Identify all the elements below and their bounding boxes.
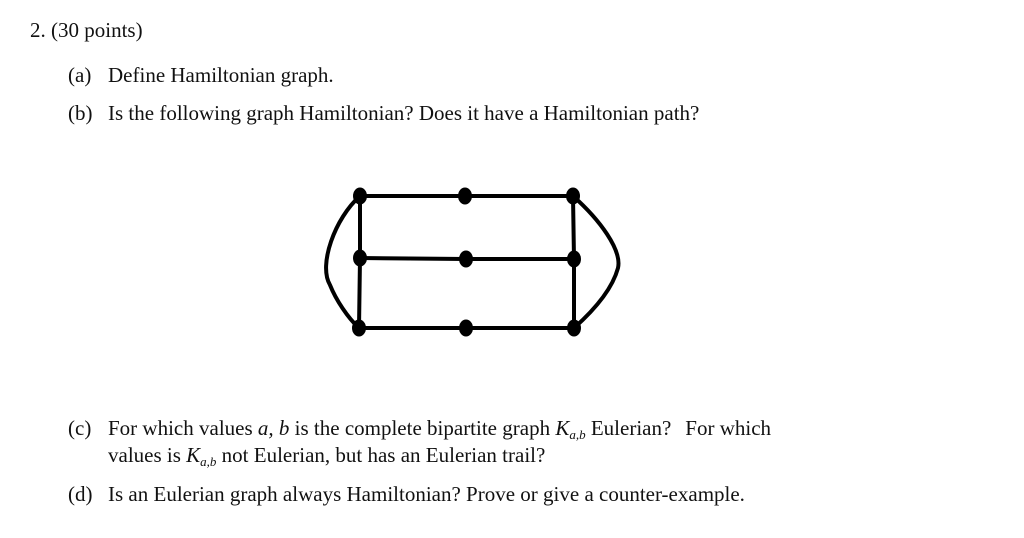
- part-a-text: Define Hamiltonian graph.: [108, 63, 334, 87]
- part-c-math-k: [555, 416, 585, 440]
- part-c-text-2: is the complete bipartite graph: [289, 416, 556, 440]
- graph-vertex-top-right: [566, 188, 580, 205]
- part-c-line2-k-subscript: a,b: [200, 454, 217, 469]
- graph-vertex-bottom-right: [567, 320, 581, 337]
- part-c-line2-text-1: values is: [108, 443, 187, 467]
- graph-edge-top-right-middle-right: [573, 196, 574, 259]
- part-c-line2-k-letter: K: [186, 443, 201, 467]
- graph-vertex-bottom-middle: [459, 320, 473, 337]
- graph-edge-middle-left-bottom-left: [359, 258, 360, 328]
- part-d-label: (d): [68, 482, 93, 506]
- part-c-math-ab: a, b: [257, 416, 290, 440]
- part-c-label: (c): [68, 416, 92, 440]
- part-c-k-letter: K: [555, 416, 570, 440]
- part-c-text-4: For which: [685, 416, 772, 440]
- question-number: 2.: [30, 18, 46, 42]
- part-c-k-subscript: a,b: [569, 427, 586, 442]
- part-c-line-1: [68, 416, 771, 440]
- part-c-text-1: For which values: [108, 416, 258, 440]
- part-d: [68, 482, 745, 506]
- graph-edge-middle-left-center: [360, 258, 466, 259]
- graph-vertex-top-middle: [458, 188, 472, 205]
- part-c-line2-math-k: [186, 443, 216, 467]
- part-c-text-3: Eulerian?: [585, 416, 672, 440]
- part-c-line2-text-2: not Eulerian, but has an Eulerian trail?: [216, 443, 546, 467]
- part-d-text: Is an Eulerian graph always Hamiltonian? Prove or give a counter-example.: [108, 482, 745, 506]
- graph-vertex-bottom-left: [352, 320, 366, 337]
- graph-vertex-top-left: [353, 188, 367, 205]
- part-b-label: (b): [68, 101, 93, 125]
- part-b-text: Is the following graph Hamiltonian? Does it have a Hamiltonian path?: [108, 101, 700, 125]
- graph-vertex-center: [459, 251, 473, 268]
- part-c-line-2: [108, 443, 545, 467]
- part-a-label: (a): [68, 63, 92, 87]
- question-points: (30 points): [51, 18, 143, 42]
- graph-vertices: [352, 188, 581, 337]
- graph-vertex-middle-left: [353, 250, 367, 267]
- graph-vertex-middle-right: [567, 251, 581, 268]
